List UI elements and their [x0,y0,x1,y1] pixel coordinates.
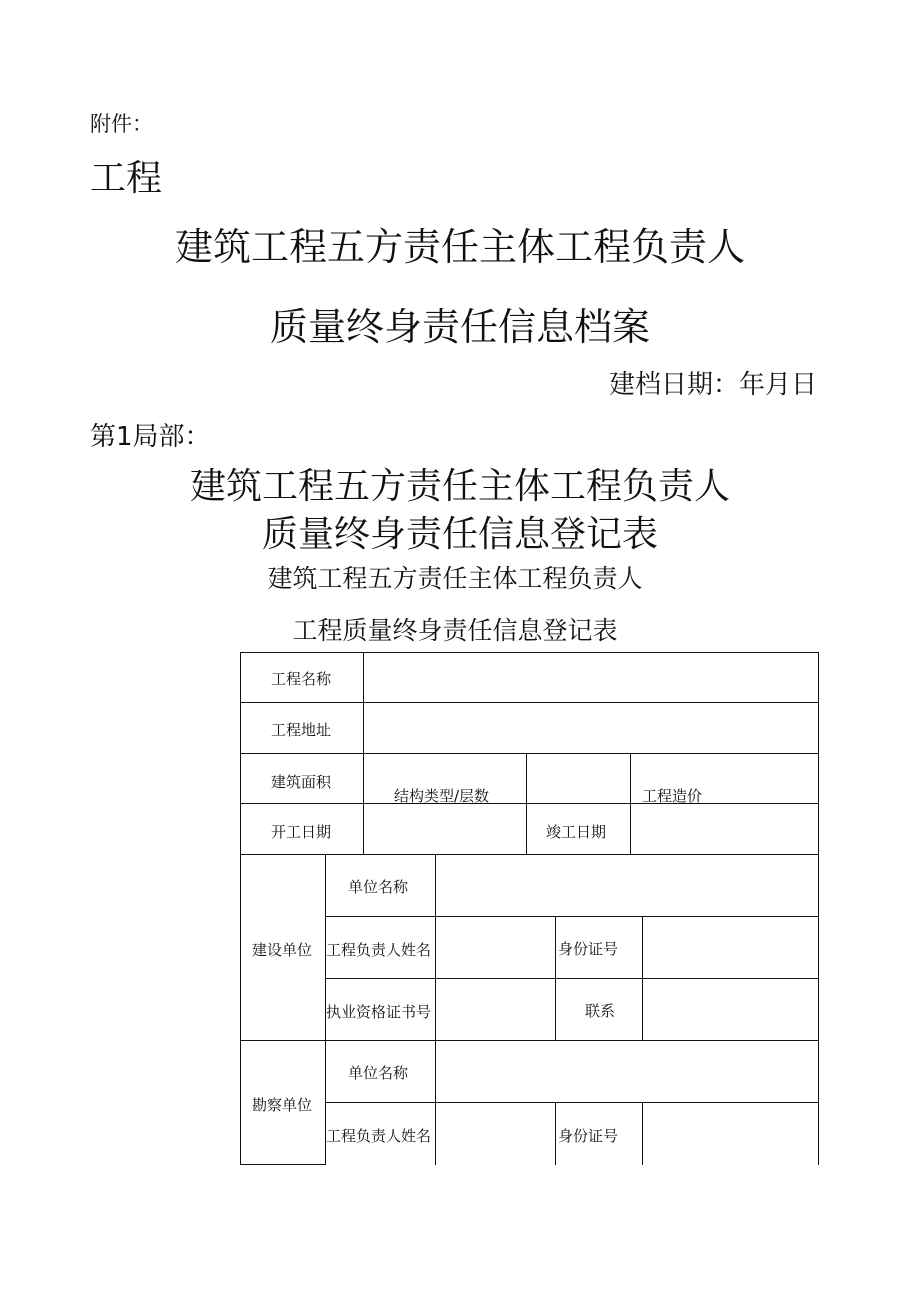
building-area-label: 建筑面积 [271,773,332,791]
table-border [818,652,819,1165]
project-cost-label: 工程造价 [642,787,703,805]
table-border [240,702,819,703]
project-address-label: 工程地址 [271,721,332,739]
table-border [642,916,643,1040]
table-border [555,1102,556,1165]
form-title-line1: 建筑工程五方责任主体工程负责人 [189,466,730,507]
table-border [240,1164,326,1165]
document-title-line2: 质量终身责任信息档案 [269,305,650,349]
construction-contact-label: 联系 [585,1002,616,1020]
table-border [240,1040,819,1041]
table-border [240,803,819,804]
table-border [325,978,819,979]
filing-date: 建档日期：年月日 [608,370,817,400]
attachment-label: 附件： [90,112,153,136]
construction-unit-section-label: 建设单位 [252,941,313,959]
table-title-line2: 工程质量终身责任信息登记表 [292,616,618,645]
survey-manager-name-label: 工程负责人姓名 [326,1127,432,1145]
table-border [555,916,556,1040]
project-name-label: 工程名称 [271,670,332,688]
part-label: 第1局部： [90,422,211,452]
construction-manager-name-label: 工程负责人姓名 [326,941,432,959]
table-title-line1: 建筑工程五方责任主体工程负责人 [267,564,643,593]
table-border [630,753,631,854]
table-border [435,854,436,1165]
structure-type-label: 结构类型/层数 [394,787,490,805]
table-border [363,652,364,854]
survey-id-label: 身份证号 [558,1127,619,1145]
table-border [240,652,241,1165]
table-border [240,854,819,855]
construction-license-label: 执业资格证书号 [326,1003,432,1021]
survey-unit-section-label: 勘察单位 [252,1096,313,1114]
survey-unit-name-label: 单位名称 [348,1064,409,1082]
project-name-heading: 工程 [90,158,163,199]
table-border [240,652,819,653]
table-border [526,753,527,854]
table-border [642,1102,643,1165]
start-date-label: 开工日期 [271,823,332,841]
construction-id-label: 身份证号 [558,940,619,958]
construction-unit-name-label: 单位名称 [348,878,409,896]
document-title-line1: 建筑工程五方责任主体工程负责人 [174,225,745,269]
table-border [325,1102,819,1103]
form-title-line2: 质量终身责任信息登记表 [261,514,658,555]
completion-date-label: 竣工日期 [546,823,607,841]
table-border [325,916,819,917]
table-border [240,753,819,754]
